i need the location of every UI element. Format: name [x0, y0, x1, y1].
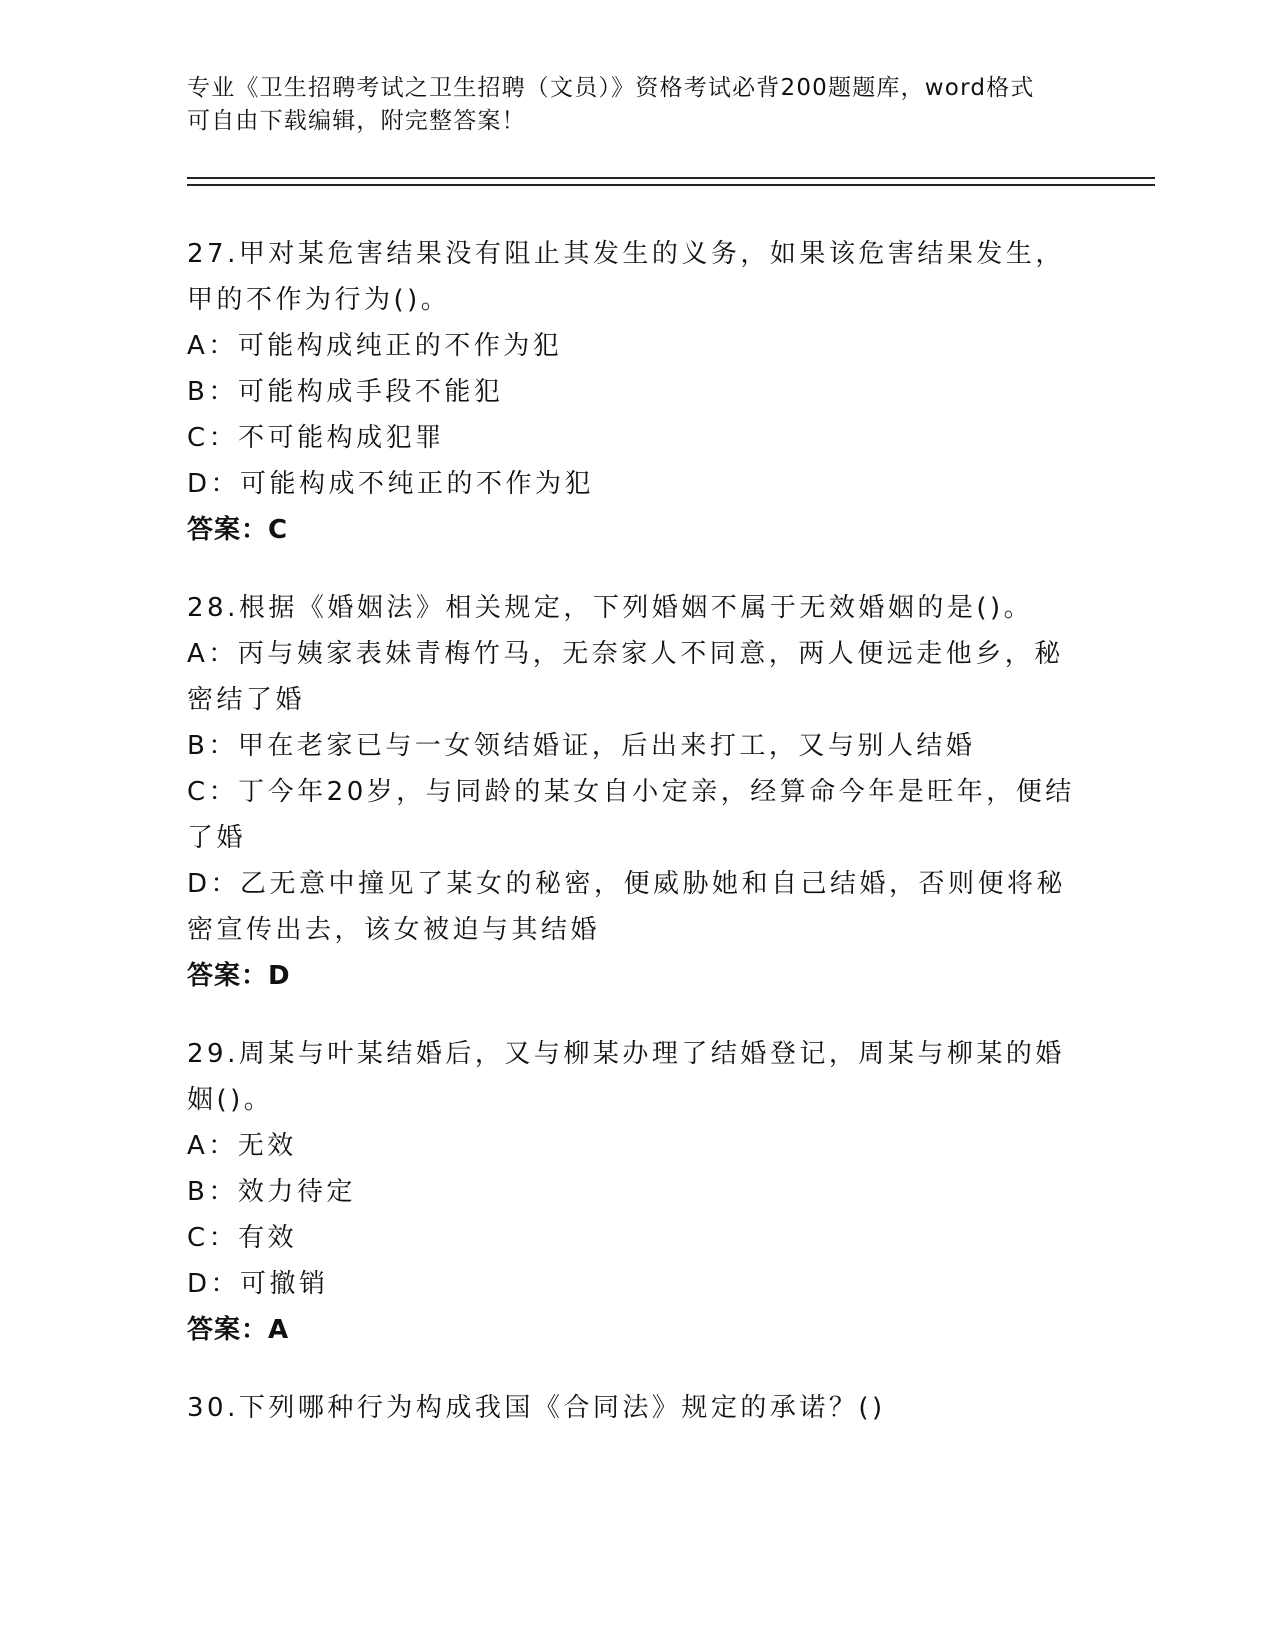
header-line-1: 专业《卫生招聘考试之卫生招聘（文员）》资格考试必背200题题库，word格式	[187, 75, 1035, 101]
question-list	[187, 231, 1087, 1463]
question-stem: 28.根据《婚姻法》相关规定，下列婚姻不属于无效婚姻的是()。	[187, 593, 1034, 623]
question-30	[187, 1385, 1087, 1431]
question-stem: 27.甲对某危害结果没有阻止其发生的义务，如果该危害结果发生，甲的不作为行为()。	[187, 239, 1065, 315]
option-b: B：效力待定	[187, 1177, 356, 1207]
answer-value: A	[268, 1315, 290, 1345]
header-divider-bottom	[187, 184, 1155, 186]
document-header	[187, 72, 1067, 138]
question-28	[187, 585, 1087, 999]
header-divider-top	[187, 177, 1155, 179]
option-c: C：不可能构成犯罪	[187, 423, 445, 453]
option-a: A：丙与姨家表妹青梅竹马，无奈家人不同意，两人便远走他乡，秘密结了婚	[187, 639, 1064, 715]
option-a: A：可能构成纯正的不作为犯	[187, 331, 563, 361]
option-d: D：可撤销	[187, 1269, 329, 1299]
question-29	[187, 1031, 1087, 1353]
question-stem: 29.周某与叶某结婚后，又与柳某办理了结婚登记，周某与柳某的婚姻()。	[187, 1039, 1065, 1115]
option-c: C：丁今年20岁，与同龄的某女自小定亲，经算命今年是旺年，便结了婚	[187, 777, 1075, 853]
answer-value: D	[268, 961, 291, 991]
option-c: C：有效	[187, 1223, 298, 1253]
option-a: A：无效	[187, 1131, 297, 1161]
answer-label: 答案：	[187, 961, 269, 991]
answer-value: C	[268, 515, 289, 545]
answer-line	[187, 507, 1087, 553]
answer-line	[187, 953, 1087, 999]
option-b: B：甲在老家已与一女领结婚证，后出来打工，又与别人结婚	[187, 731, 976, 761]
question-27	[187, 231, 1087, 553]
answer-label: 答案：	[187, 1315, 269, 1345]
option-d: D：可能构成不纯正的不作为犯	[187, 469, 595, 499]
option-b: B：可能构成手段不能犯	[187, 377, 504, 407]
question-stem: 30.下列哪种行为构成我国《合同法》规定的承诺？()	[187, 1393, 886, 1423]
answer-line	[187, 1307, 1087, 1353]
header-line-2: 可自由下载编辑，附完整答案！	[187, 108, 526, 134]
answer-label: 答案：	[187, 515, 269, 545]
option-d: D：乙无意中撞见了某女的秘密，便威胁她和自己结婚，否则便将秘密宣传出去，该女被迫与其结婚	[187, 869, 1067, 945]
